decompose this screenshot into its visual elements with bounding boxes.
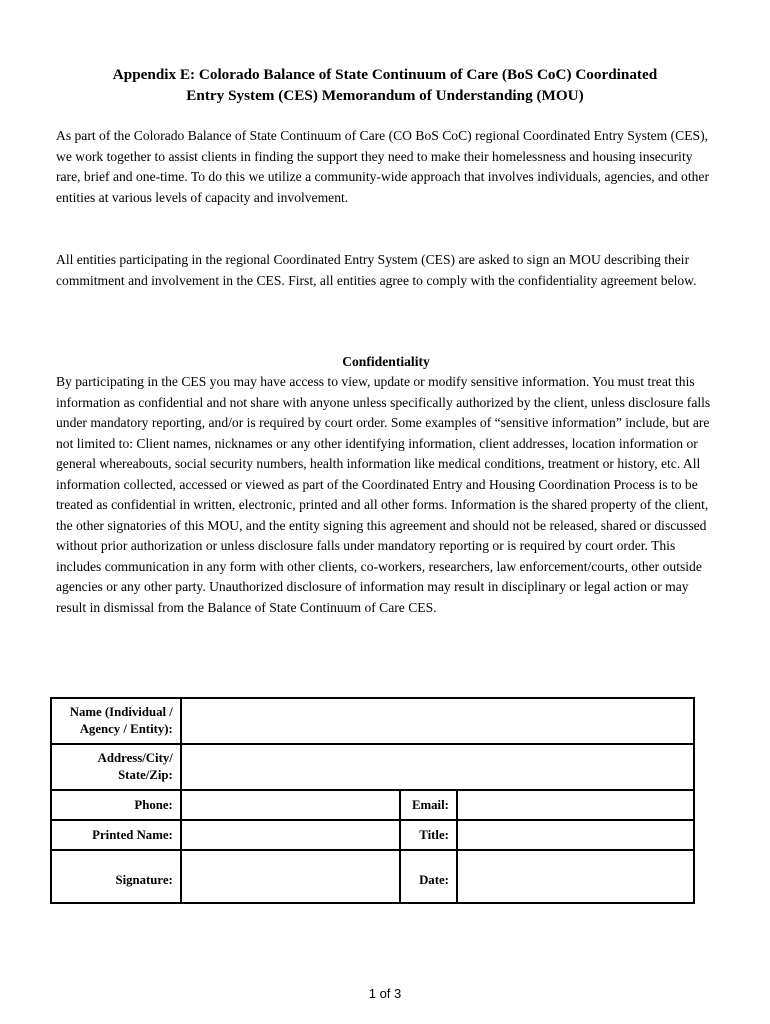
signature-label: Signature: bbox=[51, 850, 181, 903]
printed-name-field[interactable] bbox=[181, 820, 400, 850]
intro-paragraph: As part of the Colorado Balance of State Continuum of Care (CO BoS CoC) regional Coordinated Entry System (CES), we work together to assist clients in finding the support they need to make their homelessness and housing insecurity rare, brief and one-time. To do this we utilize a community-wide approach that involves individuals, agencies, and other entities at various levels of capacity and involvement. bbox=[56, 128, 709, 205]
name-label-line-1: Name (Individual / bbox=[69, 705, 173, 719]
name-field[interactable] bbox=[181, 698, 694, 744]
form-row-phone-email bbox=[51, 790, 694, 820]
date-input-area[interactable] bbox=[458, 851, 693, 902]
email-label: Email: bbox=[400, 790, 457, 820]
confidentiality-paragraph: By participating in the CES you may have access to view, update or modify sensitive information. You must treat this information as confidential and not share with anyone unless specifically authorized by the client, unless disclosure falls under mandatory reporting, and/or is required by court order. Some examples of “sensitive information” include, but are not limited to: Client names, nicknames or any other identifying information, client addresses, location information or general whereabouts, social security numbers, health information like medical conditions, treatment or history, etc. All information collected, accessed or viewed as part of the Coordinated Entry and Housing Coordination Process is to be treated as confidential in written, electronic, printed and all other forms. Information is the shared property of the client, the other signatories of this MOU, and the entity signing this agreement and should not be released, shared or discussed without prior authorization or unless disclosure falls under mandatory reporting or is required by court order. This includes communication in any form with other clients, co-workers, researchers, law enforcement/courts, other outside agencies or any other party. Unauthorized disclosure of information may result in disciplinary or legal action or may result in dismissal from the Balance of State Continuum of Care CES. bbox=[56, 374, 711, 615]
title-input-area[interactable] bbox=[458, 821, 693, 849]
title-label: Title: bbox=[400, 820, 457, 850]
document-title bbox=[40, 64, 730, 106]
signature-form-table bbox=[50, 697, 695, 904]
phone-input-area[interactable] bbox=[182, 791, 399, 819]
title-line-1: Appendix E: Colorado Balance of State Continuum of Care (BoS CoC) Coordinated bbox=[112, 66, 658, 83]
address-label bbox=[51, 744, 181, 790]
mou-paragraph: All entities participating in the regional Coordinated Entry System (CES) are asked to sign an MOU describing their commitment and involvement in the CES. First, all entities agree to comply with the confidentiality agreement below. bbox=[56, 252, 697, 288]
phone-field[interactable] bbox=[181, 790, 400, 820]
page-indicator: 1 of 3 bbox=[368, 986, 402, 1001]
date-field[interactable] bbox=[457, 850, 694, 903]
signature-field[interactable] bbox=[181, 850, 400, 903]
form-row-address bbox=[51, 744, 694, 790]
address-label-line-1: Address/City/ bbox=[97, 751, 173, 765]
title-line-2: Entry System (CES) Memorandum of Understanding (MOU) bbox=[186, 87, 584, 104]
phone-label: Phone: bbox=[51, 790, 181, 820]
printed-name-input-area[interactable] bbox=[182, 821, 399, 849]
printed-name-label: Printed Name: bbox=[51, 820, 181, 850]
date-label: Date: bbox=[400, 850, 457, 903]
title-field[interactable] bbox=[457, 820, 694, 850]
address-field[interactable] bbox=[181, 744, 694, 790]
name-label-line-2: Agency / Entity): bbox=[79, 722, 173, 736]
form-row-name bbox=[51, 698, 694, 744]
email-input-area[interactable] bbox=[458, 791, 693, 819]
email-field[interactable] bbox=[457, 790, 694, 820]
address-input-area[interactable] bbox=[182, 745, 693, 789]
form-row-printed-name-title bbox=[51, 820, 694, 850]
form-row-signature-date bbox=[51, 850, 694, 903]
confidentiality-heading: Confidentiality bbox=[342, 354, 430, 369]
signature-input-area[interactable] bbox=[182, 851, 399, 902]
name-label bbox=[51, 698, 181, 744]
name-input-area[interactable] bbox=[182, 699, 693, 743]
address-label-line-2: State/Zip: bbox=[118, 768, 173, 782]
